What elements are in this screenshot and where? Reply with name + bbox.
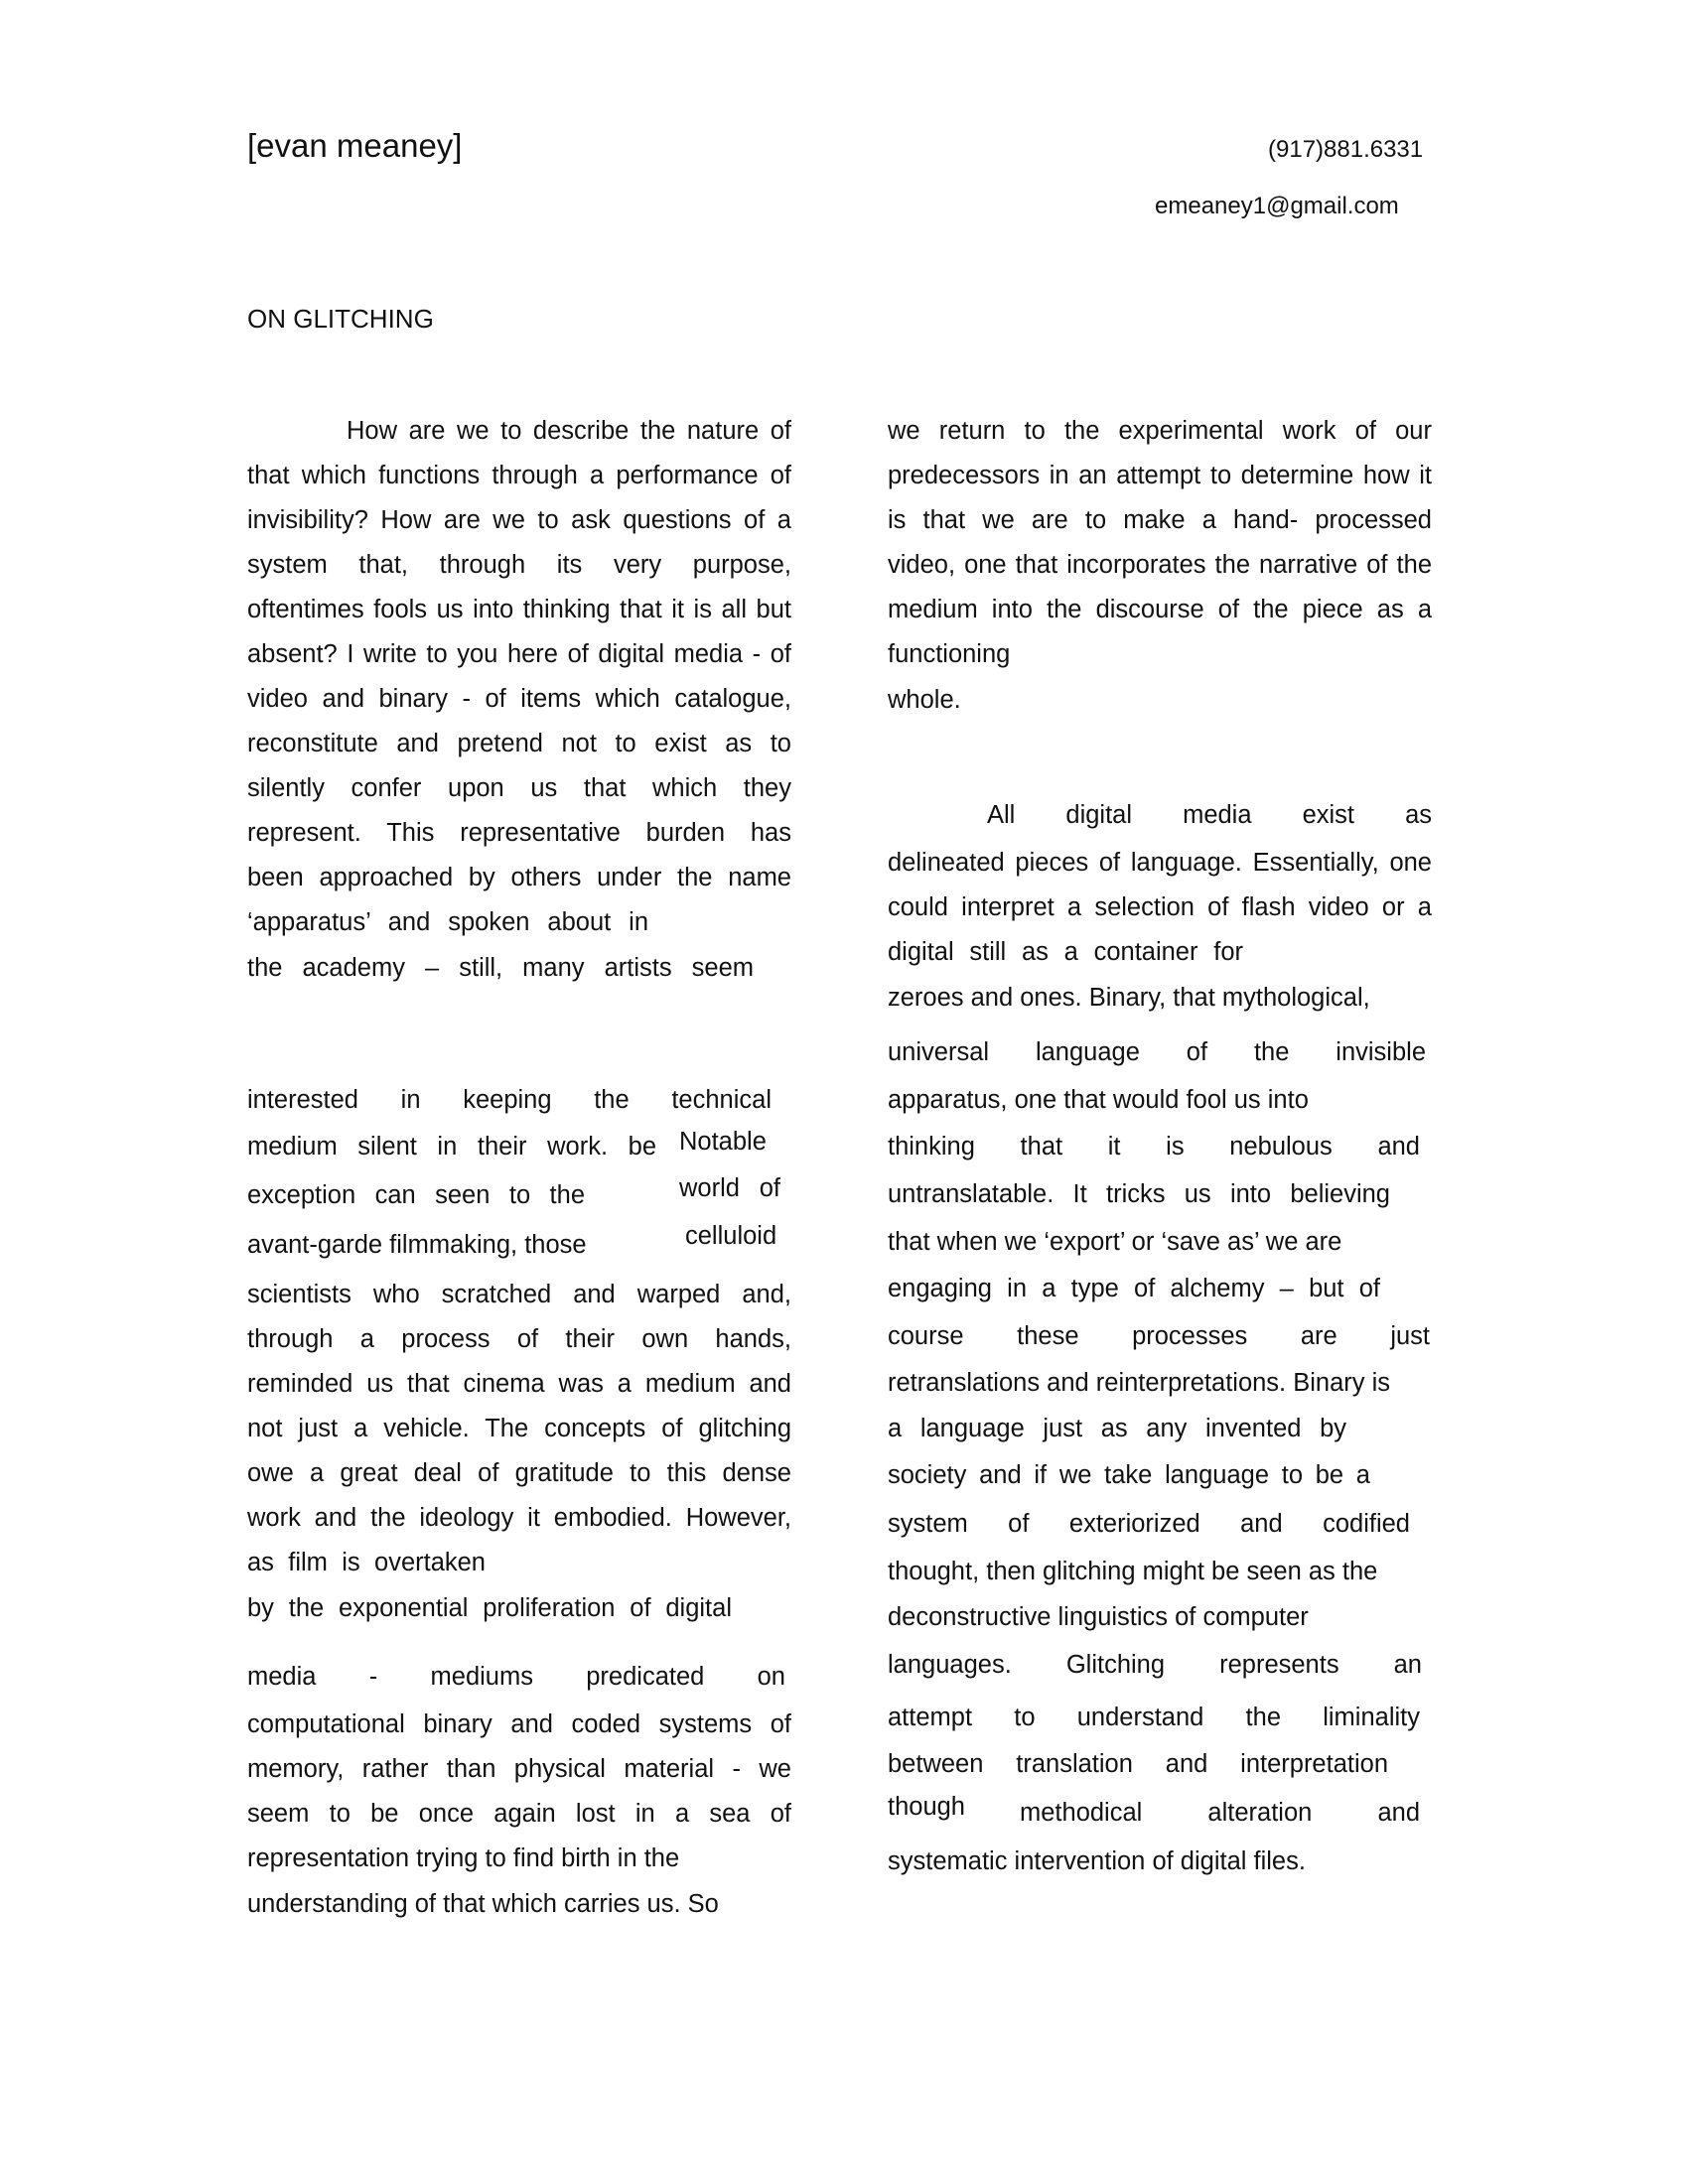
text-line: How are we to describe the nature of bbox=[347, 417, 791, 445]
text-line: is that we are to make a hand- processed bbox=[888, 506, 1432, 534]
text-line: digital still as a container for bbox=[888, 938, 1243, 966]
text-line: whole. bbox=[888, 686, 961, 714]
text-fragment: Notable bbox=[679, 1128, 767, 1156]
text-line: the academy – still, many artists seem bbox=[247, 954, 754, 982]
text-line: delineated pieces of language. Essentially, one bbox=[888, 849, 1432, 877]
author-name: [evan meaney] bbox=[247, 127, 463, 164]
text-line: ‘apparatus’ and spoken about in bbox=[247, 908, 648, 936]
text-line: invisibility? How are we to ask questions of a bbox=[247, 506, 791, 534]
text-line: reminded us that cinema was a medium and bbox=[247, 1370, 791, 1398]
text-line: media - mediums predicated on bbox=[247, 1663, 785, 1691]
text-line: a language just as any invented by bbox=[888, 1415, 1346, 1442]
text-line: video and binary - of items which catalogue, bbox=[247, 685, 791, 713]
text-line: by the exponential proliferation of digital bbox=[247, 1594, 732, 1622]
text-line: apparatus, one that would fool us into bbox=[888, 1086, 1309, 1114]
text-line: not just a vehicle. The concepts of glitching bbox=[247, 1415, 791, 1442]
text-line: deconstructive linguistics of computer bbox=[888, 1603, 1309, 1631]
text-line: interested in keeping the technical bbox=[247, 1086, 772, 1114]
text-line: methodical alteration and bbox=[1020, 1799, 1420, 1827]
text-line: represent. This representative burden has bbox=[247, 819, 791, 847]
text-line: that which functions through a performance of bbox=[247, 462, 791, 489]
text-line: owe a great deal of gratitude to this dense bbox=[247, 1459, 791, 1487]
text-line: as film is overtaken bbox=[247, 1549, 486, 1576]
text-line: could interpret a selection of flash video or a bbox=[888, 893, 1432, 921]
text-line: languages. Glitching represents an bbox=[888, 1651, 1422, 1679]
text-fragment: world of bbox=[679, 1174, 780, 1202]
text-line: understanding of that which carries us. So bbox=[247, 1890, 719, 1918]
text-line: untranslatable. It tricks us into believing bbox=[888, 1180, 1390, 1208]
text-line: course these processes are just bbox=[888, 1322, 1430, 1350]
text-line: engaging in a type of alchemy – but of bbox=[888, 1275, 1380, 1302]
text-line: computational binary and coded systems of bbox=[247, 1710, 791, 1738]
text-line: zeroes and ones. Binary, that mythological, bbox=[888, 984, 1370, 1012]
text-line: avant-garde filmmaking, those bbox=[247, 1231, 587, 1259]
text-line: oftentimes fools us into thinking that it is all but bbox=[247, 596, 791, 623]
text-line: All digital media exist as bbox=[987, 801, 1432, 829]
email-address: emeaney1@gmail.com bbox=[1155, 193, 1399, 219]
text-line: seem to be once again lost in a sea of bbox=[247, 1800, 791, 1828]
text-line: retranslations and reinterpretations. Binary is bbox=[888, 1369, 1391, 1397]
text-line: functioning bbox=[888, 640, 1011, 668]
text-line: memory, rather than physical material - we bbox=[247, 1755, 791, 1783]
text-fragment: though bbox=[888, 1793, 965, 1821]
text-line: society and if we take language to be a bbox=[888, 1461, 1370, 1489]
text-line: exception can seen to the bbox=[247, 1181, 585, 1209]
text-line: representation trying to find birth in the bbox=[247, 1844, 680, 1872]
text-line: work and the ideology it embodied. However, bbox=[247, 1504, 791, 1532]
text-line: universal language of the invisible bbox=[888, 1038, 1426, 1066]
text-line: medium silent in their work. be bbox=[247, 1133, 656, 1160]
text-line: medium into the discourse of the piece as a bbox=[888, 596, 1432, 623]
text-line: systematic intervention of digital files. bbox=[888, 1847, 1306, 1875]
text-line: been approached by others under the name bbox=[247, 864, 791, 891]
text-line: scientists who scratched and warped and, bbox=[247, 1281, 791, 1308]
text-line: silently confer upon us that which they bbox=[247, 774, 791, 802]
text-line: that when we ‘export’ or ‘save as’ we are bbox=[888, 1228, 1342, 1256]
phone-number: (917)881.6331 bbox=[1268, 136, 1424, 163]
text-line: video, one that incorporates the narrative of the bbox=[888, 551, 1432, 579]
text-line: system that, through its very purpose, bbox=[247, 551, 791, 579]
essay-title: ON GLITCHING bbox=[247, 304, 434, 334]
text-line: system of exteriorized and codified bbox=[888, 1510, 1410, 1538]
text-line: attempt to understand the liminality bbox=[888, 1704, 1420, 1731]
text-line: thought, then glitching might be seen as the bbox=[888, 1558, 1378, 1585]
text-line: absent? I write to you here of digital media - of bbox=[247, 640, 791, 668]
text-line: thinking that it is nebulous and bbox=[888, 1133, 1420, 1160]
text-line: reconstitute and pretend not to exist as to bbox=[247, 730, 791, 757]
text-line: through a process of their own hands, bbox=[247, 1325, 791, 1353]
text-fragment: celluloid bbox=[685, 1222, 777, 1250]
text-line: predecessors in an attempt to determine how it bbox=[888, 462, 1432, 489]
text-line: we return to the experimental work of our bbox=[888, 417, 1432, 445]
text-line: between translation and interpretation bbox=[888, 1750, 1388, 1778]
